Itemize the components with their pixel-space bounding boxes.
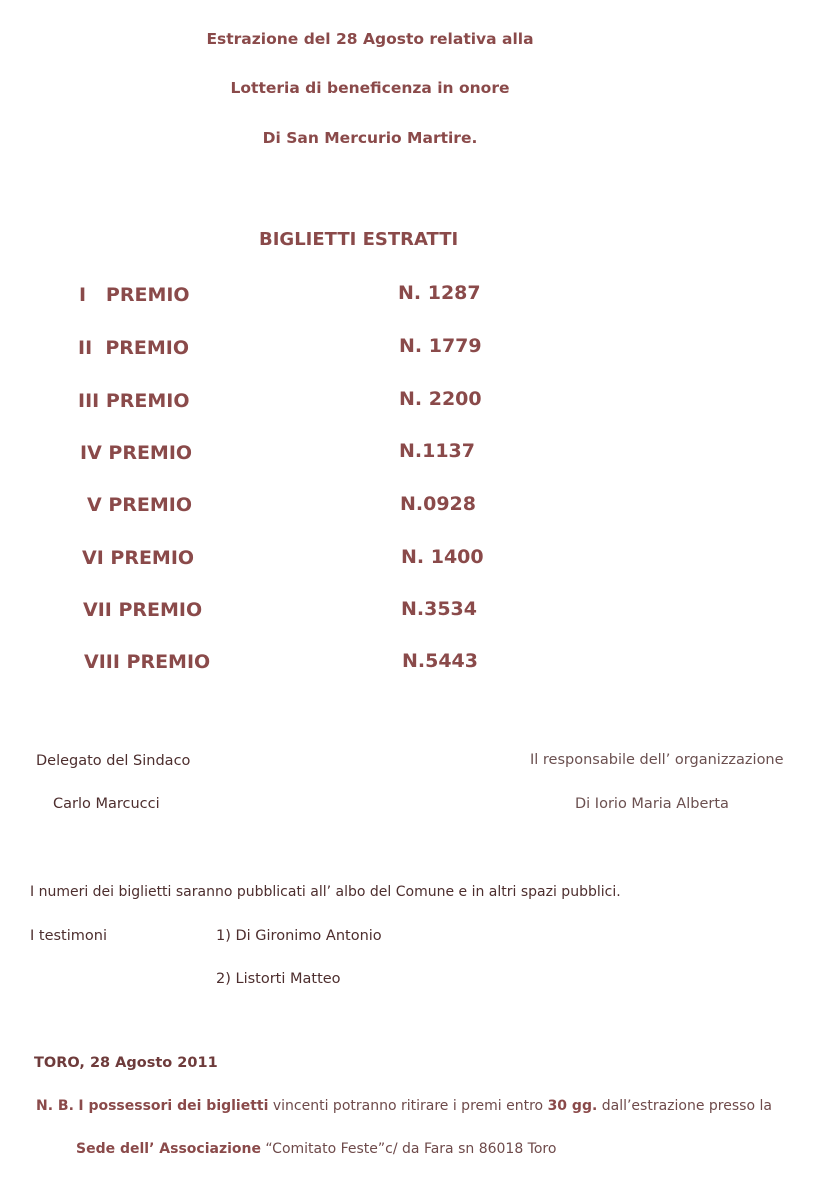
- prize-number: N. 1287: [398, 282, 481, 304]
- nb-highlight: I possessori dei biglietti: [78, 1098, 269, 1114]
- nb-text-end: dall’estrazione presso la: [601, 1098, 772, 1114]
- witness-2: 2) Listorti Matteo: [216, 971, 341, 987]
- prize-label: VIII PREMIO: [84, 651, 211, 673]
- prize-label: IV PREMIO: [80, 442, 193, 464]
- nb-prefix: N. B.: [36, 1098, 74, 1114]
- publication-note: I numeri dei biglietti saranno pubblicati all’ albo del Comune e in altri spazi pubblici.: [30, 884, 621, 900]
- witness-1: 1) Di Gironimo Antonio: [216, 928, 382, 944]
- right-signature-role: Il responsabile dell’ organizzazione: [530, 752, 784, 768]
- footer-note-line-1: [36, 1099, 772, 1113]
- right-signature-name: Di Iorio Maria Alberta: [575, 796, 729, 812]
- witnesses-label: I testimoni: [30, 928, 107, 944]
- nb-deadline: 30 gg.: [547, 1098, 598, 1114]
- prize-label: V PREMIO: [87, 494, 192, 516]
- prize-number: N.3534: [401, 598, 477, 620]
- left-signature-role: Delegato del Sindaco: [36, 753, 191, 769]
- association-label: Sede dell’ Associazione: [76, 1141, 261, 1157]
- prize-number: N.5443: [402, 650, 478, 672]
- association-address: “Comitato Feste”c/ da Fara sn 86018 Toro: [265, 1141, 557, 1157]
- prize-label: VII PREMIO: [83, 599, 203, 621]
- section-title: BIGLIETTI ESTRATTI: [259, 229, 459, 250]
- prize-number: N.1137: [399, 440, 475, 462]
- place-date: TORO, 28 Agosto 2011: [34, 1055, 218, 1071]
- prize-number: N. 2200: [399, 388, 482, 410]
- prize-number: N. 1779: [399, 335, 482, 357]
- prize-label: III PREMIO: [78, 390, 190, 412]
- nb-text: vincenti potranno ritirare i premi entro: [272, 1098, 544, 1114]
- footer-note-line-2: [76, 1142, 556, 1156]
- header-line-1: Estrazione del 28 Agosto relativa alla: [206, 30, 534, 48]
- prize-number: N.0928: [400, 493, 476, 515]
- left-signature-name: Carlo Marcucci: [53, 796, 160, 812]
- header-line-2: Lotteria di beneficenza in onore: [230, 79, 510, 97]
- header-line-3: Di San Mercurio Martire.: [262, 129, 478, 147]
- prize-label: I PREMIO: [79, 284, 190, 306]
- prize-number: N. 1400: [401, 546, 484, 568]
- prize-label: VI PREMIO: [82, 547, 195, 569]
- prize-label: II PREMIO: [78, 337, 190, 359]
